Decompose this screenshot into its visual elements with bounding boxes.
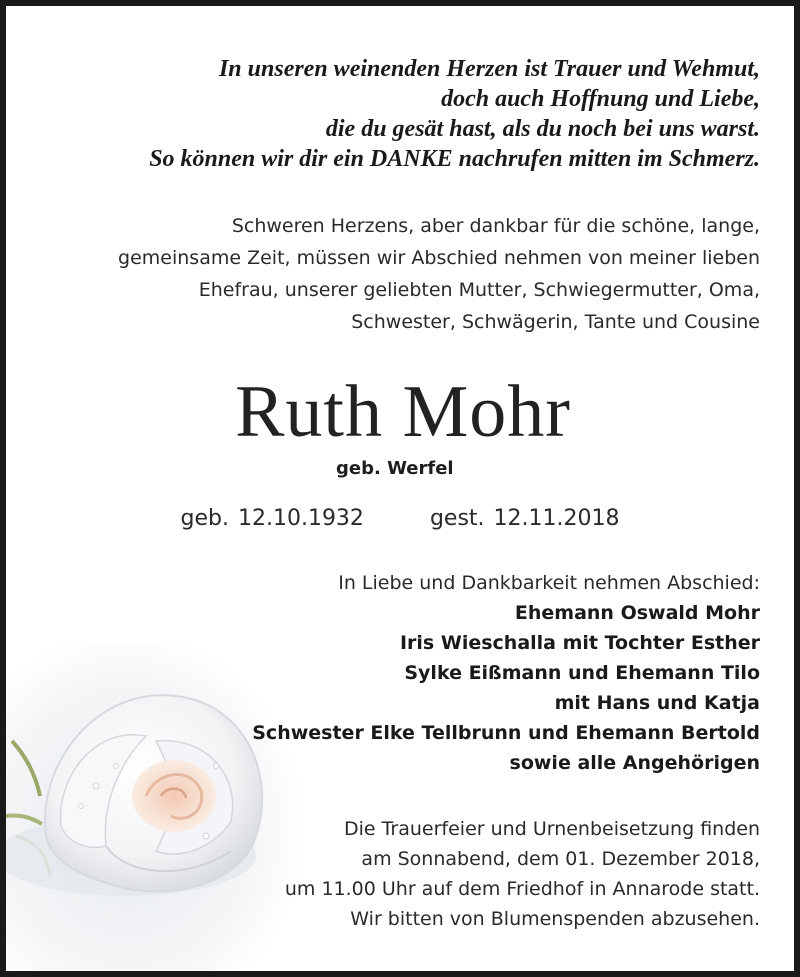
intro-line: Ehefrau, unserer geliebten Mutter, Schwiegermutter, Oma, xyxy=(198,279,760,301)
poem-line: In unseren weinenden Herzen ist Trauer und Wehmut, xyxy=(218,56,760,82)
intro-line: Schweren Herzens, aber dankbar für die schöne, lange, xyxy=(231,215,760,237)
poem-line: doch auch Hoffnung und Liebe, xyxy=(441,86,760,112)
service-line: um 11.00 Uhr auf dem Friedhof in Annarode statt. xyxy=(284,878,760,900)
opening-poem xyxy=(20,54,760,174)
poem-line: So können wir dir ein DANKE nachrufen mitten im Schmerz. xyxy=(149,146,760,172)
intro-line: gemeinsame Zeit, müssen wir Abschied nehmen von meiner lieben xyxy=(118,247,760,269)
life-dates xyxy=(6,502,794,536)
mourner-line: sowie alle Angehörigen xyxy=(509,752,760,774)
birth-date: geb. 12.10.1932 xyxy=(180,506,364,531)
mourners-list xyxy=(200,568,760,778)
service-info xyxy=(200,814,760,934)
mourners-lead: In Liebe und Dankbarkeit nehmen Abschied: xyxy=(338,572,760,594)
intro-text xyxy=(20,210,760,338)
death-date: gest. 12.11.2018 xyxy=(429,506,620,531)
service-line: Wir bitten von Blumenspenden abzusehen. xyxy=(350,908,760,930)
intro-line: Schwester, Schwägerin, Tante und Cousine xyxy=(351,311,760,333)
poem-line: die du gesät hast, als du noch bei uns warst. xyxy=(325,116,760,142)
mourner-line: Ehemann Oswald Mohr xyxy=(514,602,760,624)
mourner-line: mit Hans und Katja xyxy=(554,692,760,714)
mourner-line: Iris Wieschalla mit Tochter Esther xyxy=(399,632,760,654)
birth-name: geb. Werfel xyxy=(336,458,454,479)
service-line: am Sonnabend, dem 01. Dezember 2018, xyxy=(361,848,760,870)
service-line: Die Trauerfeier und Urnenbeisetzung finden xyxy=(343,818,760,840)
deceased-name: Ruth Mohr xyxy=(235,371,571,453)
mourner-line: Sylke Eißmann und Ehemann Tilo xyxy=(404,662,760,684)
mourner-line: Schwester Elke Tellbrunn und Ehemann Bertold xyxy=(252,722,760,744)
